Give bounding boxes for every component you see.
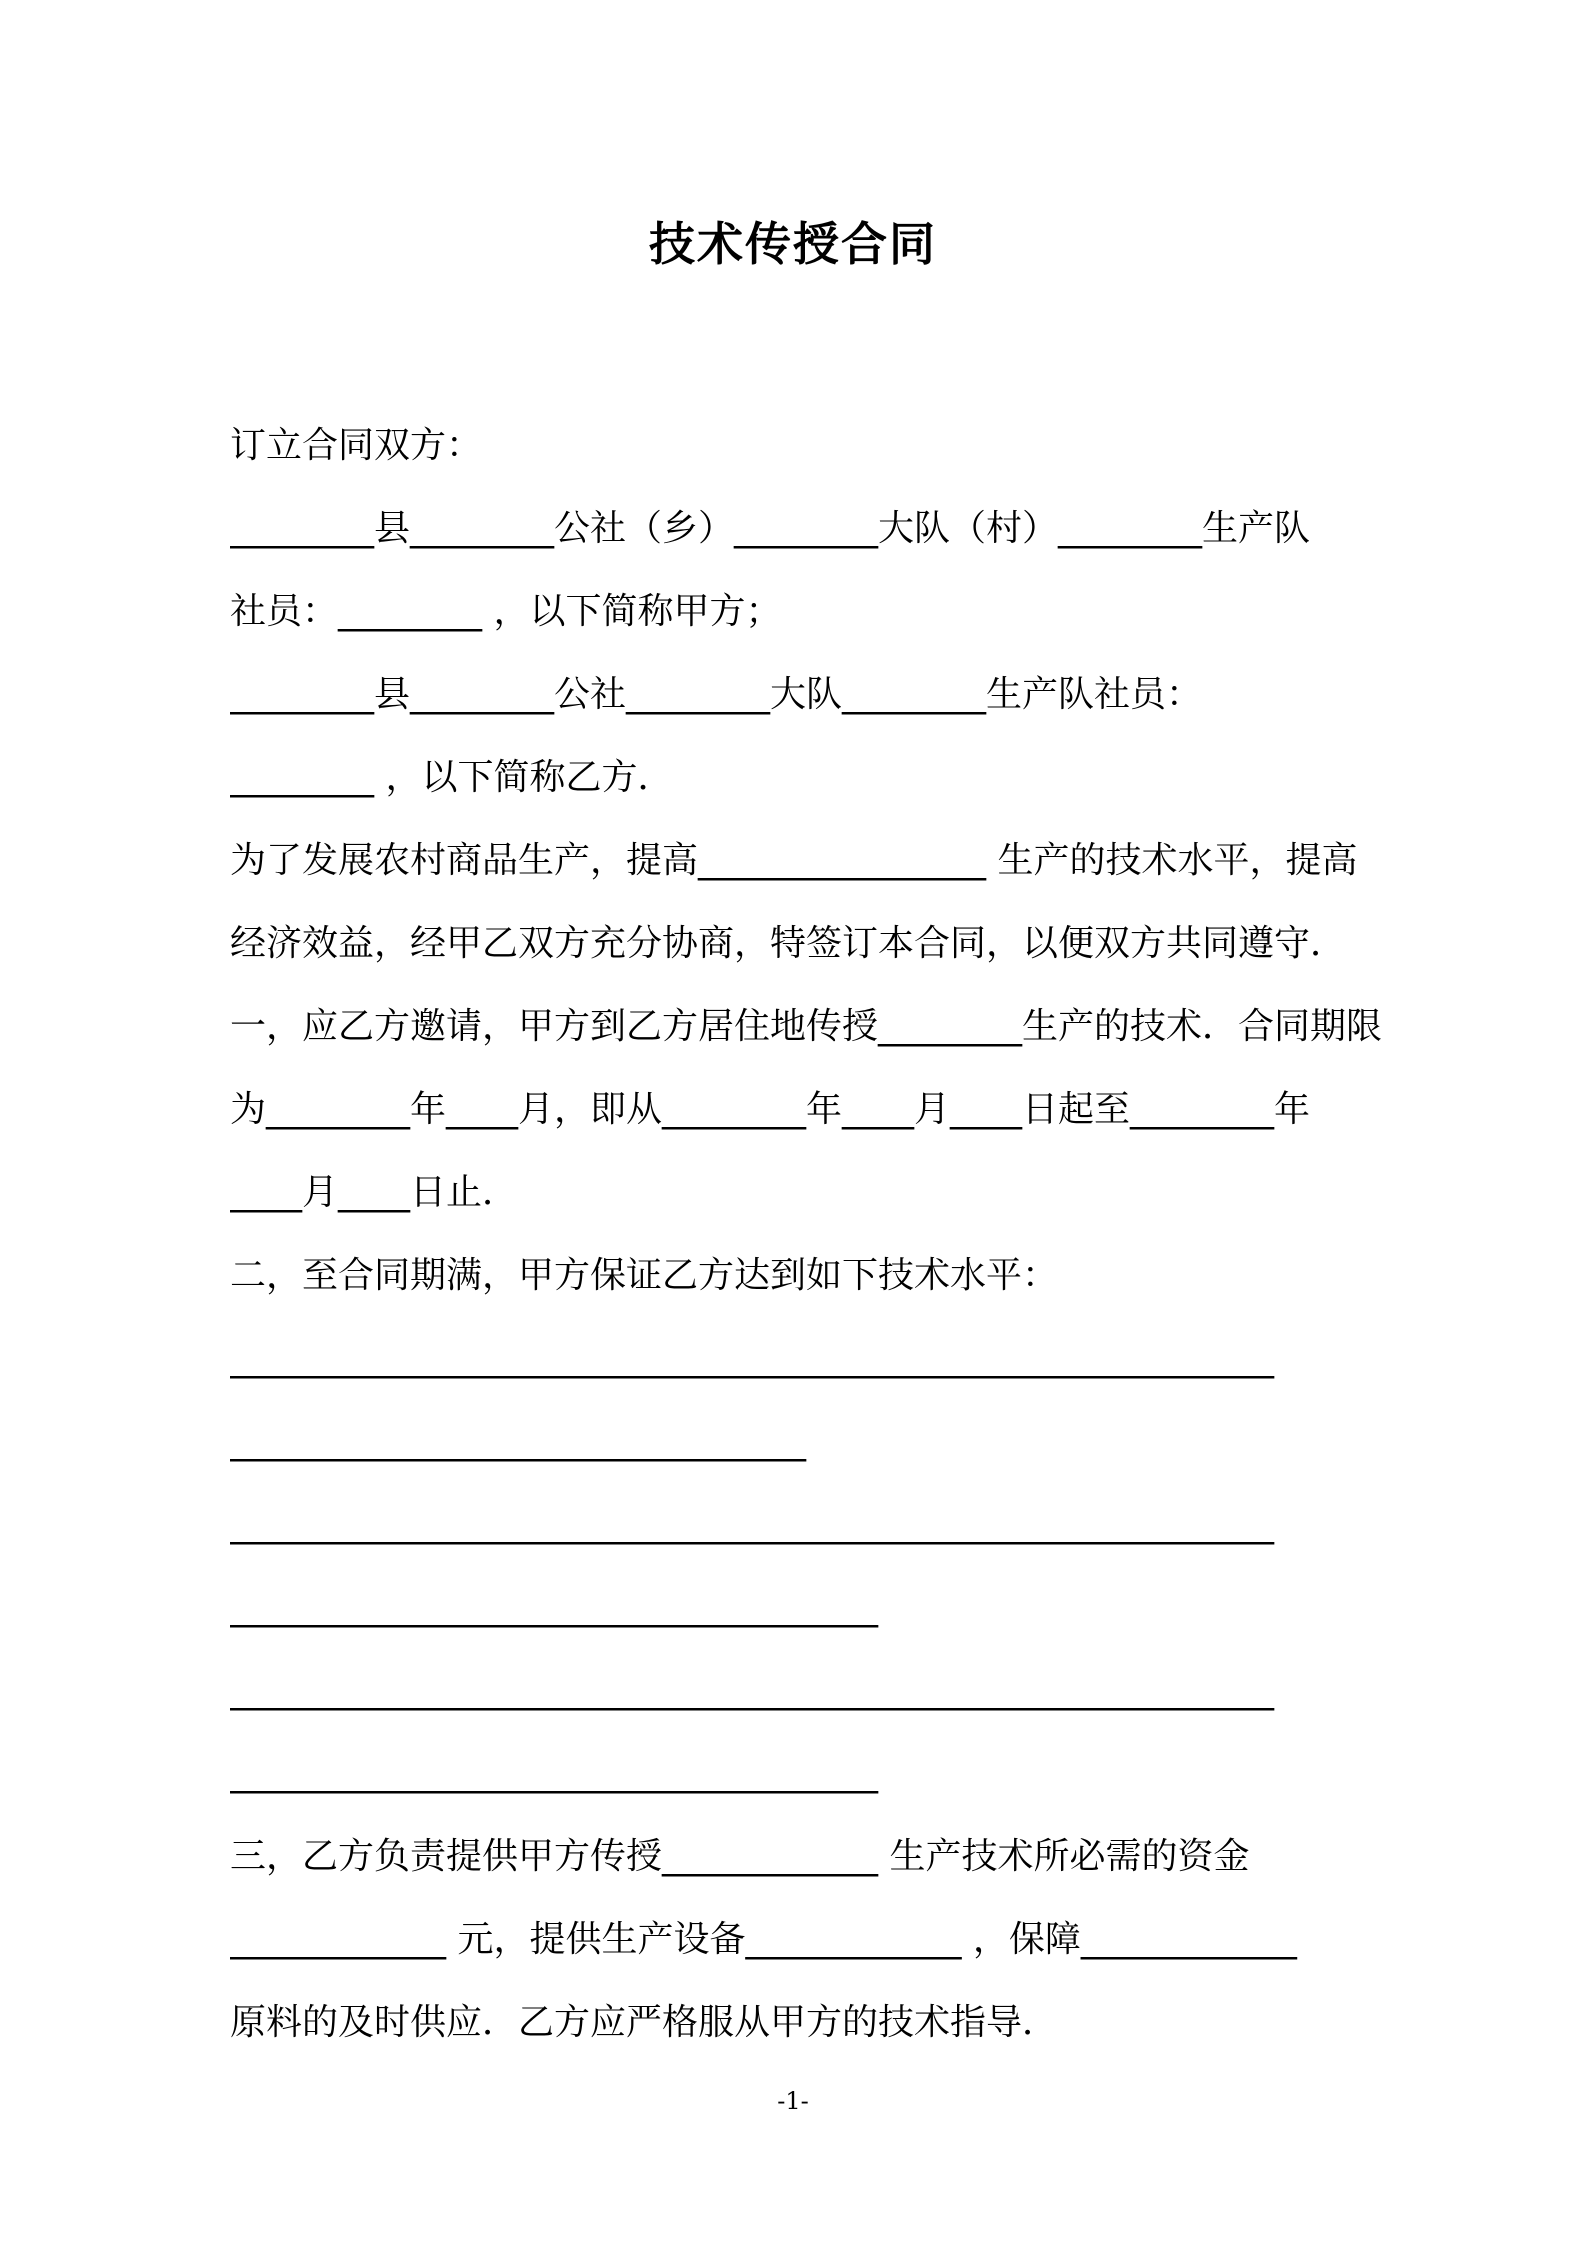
- text-line-party-b-address: ________县________公社________大队________生产队社员：: [230, 674, 1203, 715]
- blank-line-3: __________________________________________________________: [230, 1504, 1274, 1545]
- text-line-clause-1-b: 为________年____月，即从________年____月____日起至________年: [230, 1089, 1311, 1130]
- blank-line-1: __________________________________________________________: [230, 1338, 1274, 1379]
- text-line-purpose-1: 为了发展农村商品生产，提高________________ 生产的技术水平，提高: [230, 840, 1358, 881]
- blank-line-5: __________________________________________________________: [230, 1670, 1274, 1711]
- text-line-clause-1-a: 一，应乙方邀请，甲方到乙方居住地传授________生产的技术．合同期限: [230, 1006, 1383, 1047]
- text-line-party-a-member: 社员：________ ，以下简称甲方；: [230, 591, 782, 632]
- page-number: -1-: [777, 2087, 809, 2115]
- text-line-party-b-member: ________ ，以下简称乙方．: [230, 757, 674, 798]
- text-line-clause-3-c: 原料的及时供应．乙方应严格服从甲方的技术指导．: [230, 2002, 1059, 2043]
- contract-body: [230, 404, 1450, 2064]
- text-line-parties-heading: 订立合同双方：: [230, 425, 483, 466]
- text-line-clause-2: 二，至合同期满，甲方保证乙方达到如下技术水平：: [230, 1255, 1059, 1296]
- text-line-clause-3-a: 三，乙方负责提供甲方传授____________ 生产技术所必需的资金: [230, 1836, 1250, 1877]
- text-line-purpose-2: 经济效益，经甲乙双方充分协商，特签订本合同，以便双方共同遵守．: [230, 923, 1347, 964]
- contract-title: 技术传授合同: [649, 217, 937, 271]
- blank-line-6: ____________________________________: [230, 1753, 878, 1794]
- text-line-party-a-address: ________县________公社（乡）________大队（村）________生产队: [230, 508, 1311, 549]
- text-line-clause-1-c: ____月____日止．: [230, 1172, 519, 1213]
- blank-line-4: ____________________________________: [230, 1587, 878, 1628]
- blank-line-2: ________________________________: [230, 1421, 806, 1462]
- text-line-clause-3-b: ____________ 元，提供生产设备____________ ，保障____________: [230, 1919, 1297, 1960]
